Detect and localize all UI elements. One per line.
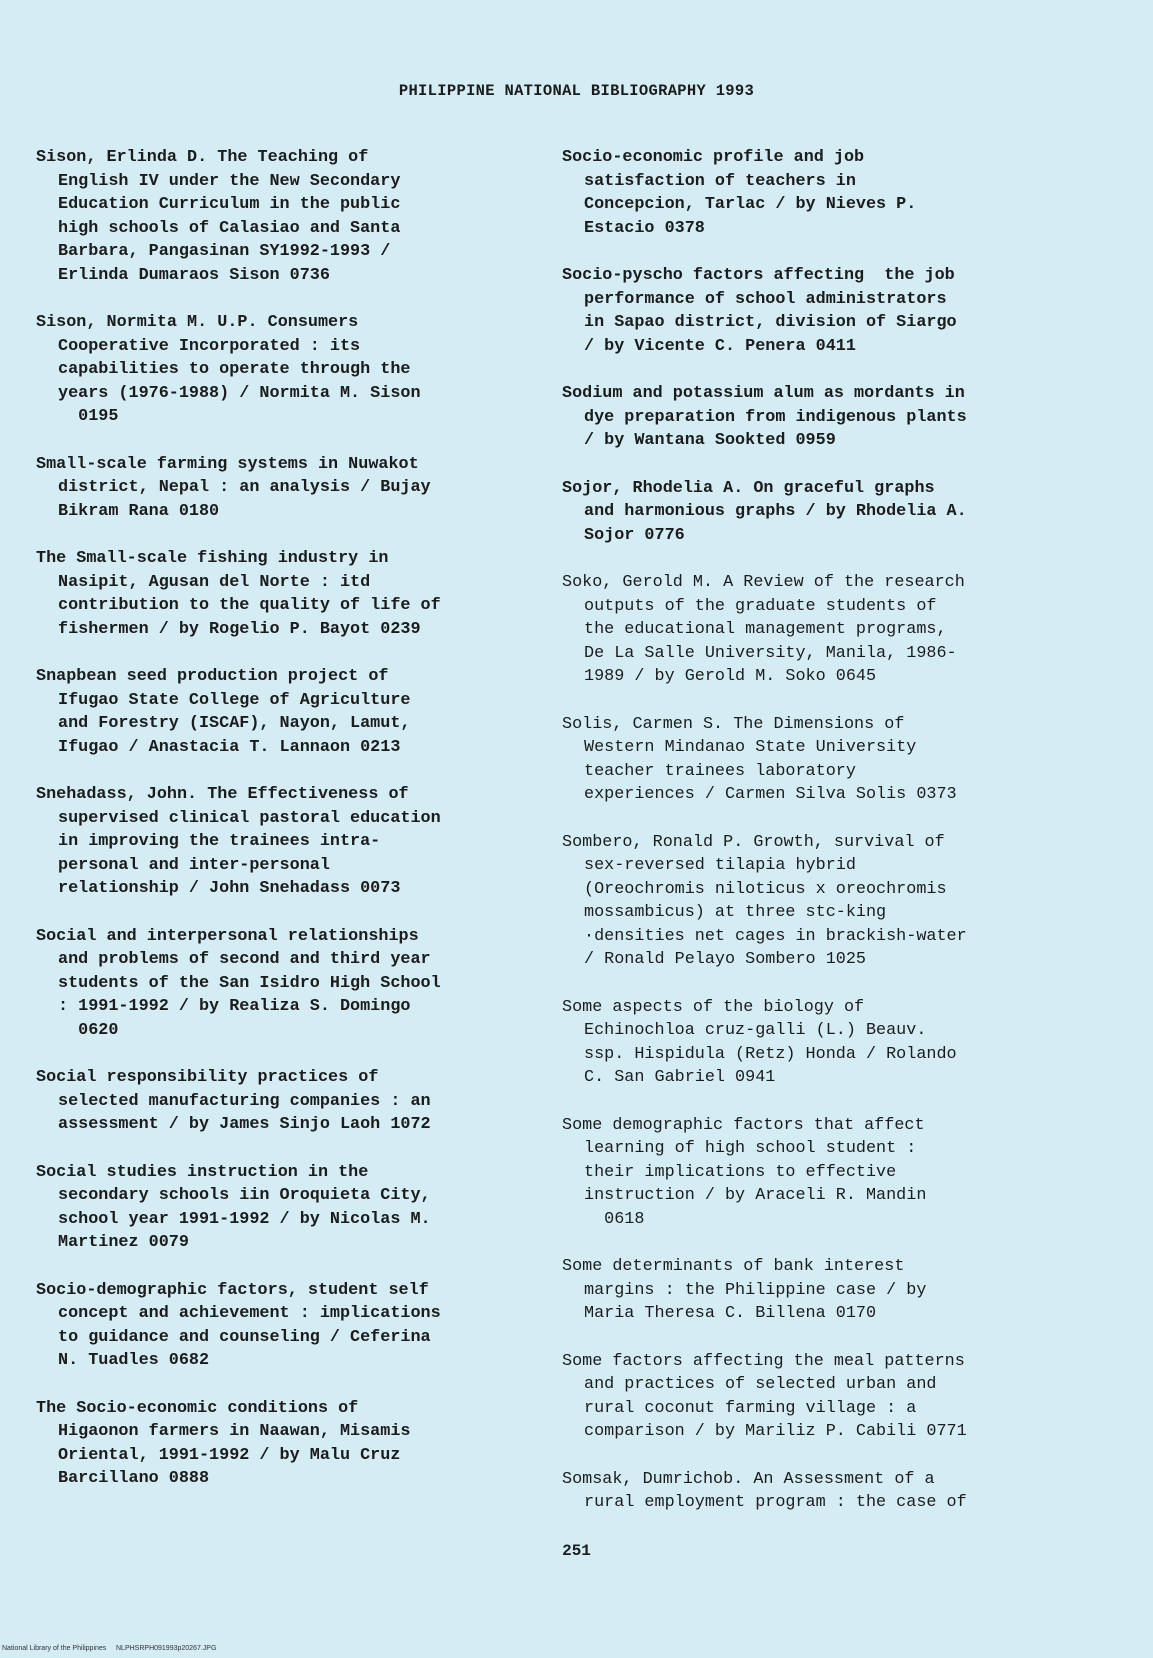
bibliography-entry: Some factors affecting the meal patterns and practices of selected urban and rural coconut farming village : a comparison / by Mariliz P. Cabili 0771 <box>562 1351 967 1441</box>
bibliography-entry: Some demographic factors that affect learning of high school student : their implications to effective instruction / by Araceli R. Mandin 0618 <box>562 1115 927 1229</box>
page-number: 251 <box>562 1542 591 1560</box>
bibliography-entry: Small-scale farming systems in Nuwakot district, Nepal : an analysis / Bujay Bikram Rana 0180 <box>36 454 431 521</box>
bibliography-entry: Socio-pyscho factors affecting the job performance of school administrators in Sapao district, division of Siargo / by Vicente C. Penera 0411 <box>562 266 957 356</box>
bibliography-entry: Soko, Gerold M. A Review of the research outputs of the graduate students of the educational management programs, De La Salle University, Manila, 1986- 1989 / by Gerold M. Soko 0645 <box>562 573 965 686</box>
bibliography-entry: Socio-economic profile and job satisfaction of teachers in Concepcion, Tarlac / by Nieves P. Estacio 0378 <box>562 148 917 238</box>
bibliography-entry: Snapbean seed production project of Ifugao State College of Agriculture and Forestry (ISCAF), Nayon, Lamut, Ifugao / Anastacia T. Lannaon 0213 <box>36 667 411 757</box>
right-column <box>562 146 1052 1539</box>
bibliography-entry: Some determinants of bank interest margins : the Philippine case / by Maria Theresa C. Billena 0170 <box>562 1257 927 1323</box>
bibliography-entry: Social and interpersonal relationships and problems of second and third year students of the San Isidro High School : 1991-1992 / by Realiza S. Domingo 0620 <box>36 926 441 1040</box>
bibliography-entry: The Socio-economic conditions of Higaonon farmers in Naawan, Misamis Oriental, 1991-1992 / by Malu Cruz Barcillano 0888 <box>36 1398 411 1488</box>
left-column <box>36 146 526 1515</box>
bibliography-entry: Sison, Normita M. U.P. Consumers Cooperative Incorporated : its capabilities to operate through the years (1976-1988) / Normita M. Sison 0195 <box>36 313 421 426</box>
bibliography-entry: Solis, Carmen S. The Dimensions of Western Mindanao State University teacher trainees laboratory experiences / Carmen Silva Solis 0373 <box>562 714 957 804</box>
bibliography-entry: Snehadass, John. The Effectiveness of supervised clinical pastoral education in improving the trainees intra- personal and inter-personal relationship / John Snehadass 0073 <box>36 785 441 898</box>
bibliography-entry: Some aspects of the biology of Echinochloa cruz-galli (L.) Beauv. ssp. Hispidula (Retz) Honda / Rolando C. San Gabriel 0941 <box>562 997 957 1087</box>
scan-footer: National Library of the Philippines NLPHSRPH091993p20267.JPG <box>2 1645 217 1652</box>
bibliography-entry: Sodium and potassium alum as mordants in dye preparation from indigenous plants / by Wantana Sookted 0959 <box>562 384 967 450</box>
bibliography-entry: Sombero, Ronald P. Growth, survival of sex-reversed tilapia hybrid (Oreochromis niloticus x oreochromis mossambicus) at three stc-king ·densities net cages in brackish-water / Ronald Pelayo Sombero 1025 <box>562 832 967 969</box>
bibliography-entry: Social studies instruction in the secondary schools iin Oroquieta City, school year 1991-1992 / by Nicolas M. Martinez 0079 <box>36 1162 431 1252</box>
page-title: PHILIPPINE NATIONAL BIBLIOGRAPHY 1993 <box>398 82 755 100</box>
bibliography-entry: Somsak, Dumrichob. An Assessment of a rural employment program : the case of <box>562 1469 967 1512</box>
bibliography-entry: Sison, Erlinda D. The Teaching of English IV under the New Secondary Education Curriculum in the public high schools of Calasiao and Santa Barbara, Pangasinan SY1992-1993 / Erlinda Dumaraos Sison 0736 <box>36 148 401 285</box>
bibliography-entry: Sojor, Rhodelia A. On graceful graphs and harmonious graphs / by Rhodelia A. Sojor 0776 <box>562 478 967 545</box>
bibliography-entry: The Small-scale fishing industry in Nasipit, Agusan del Norte : itd contribution to the quality of life of fishermen / by Rogelio P. Bayot 0239 <box>36 549 441 639</box>
bibliography-entry: Socio-demographic factors, student self concept and achievement : implications to guidance and counseling / Ceferina N. Tuadles 0682 <box>36 1280 441 1370</box>
bibliography-entry: Social responsibility practices of selected manufacturing companies : an assessment / by James Sinjo Laoh 1072 <box>36 1068 431 1134</box>
